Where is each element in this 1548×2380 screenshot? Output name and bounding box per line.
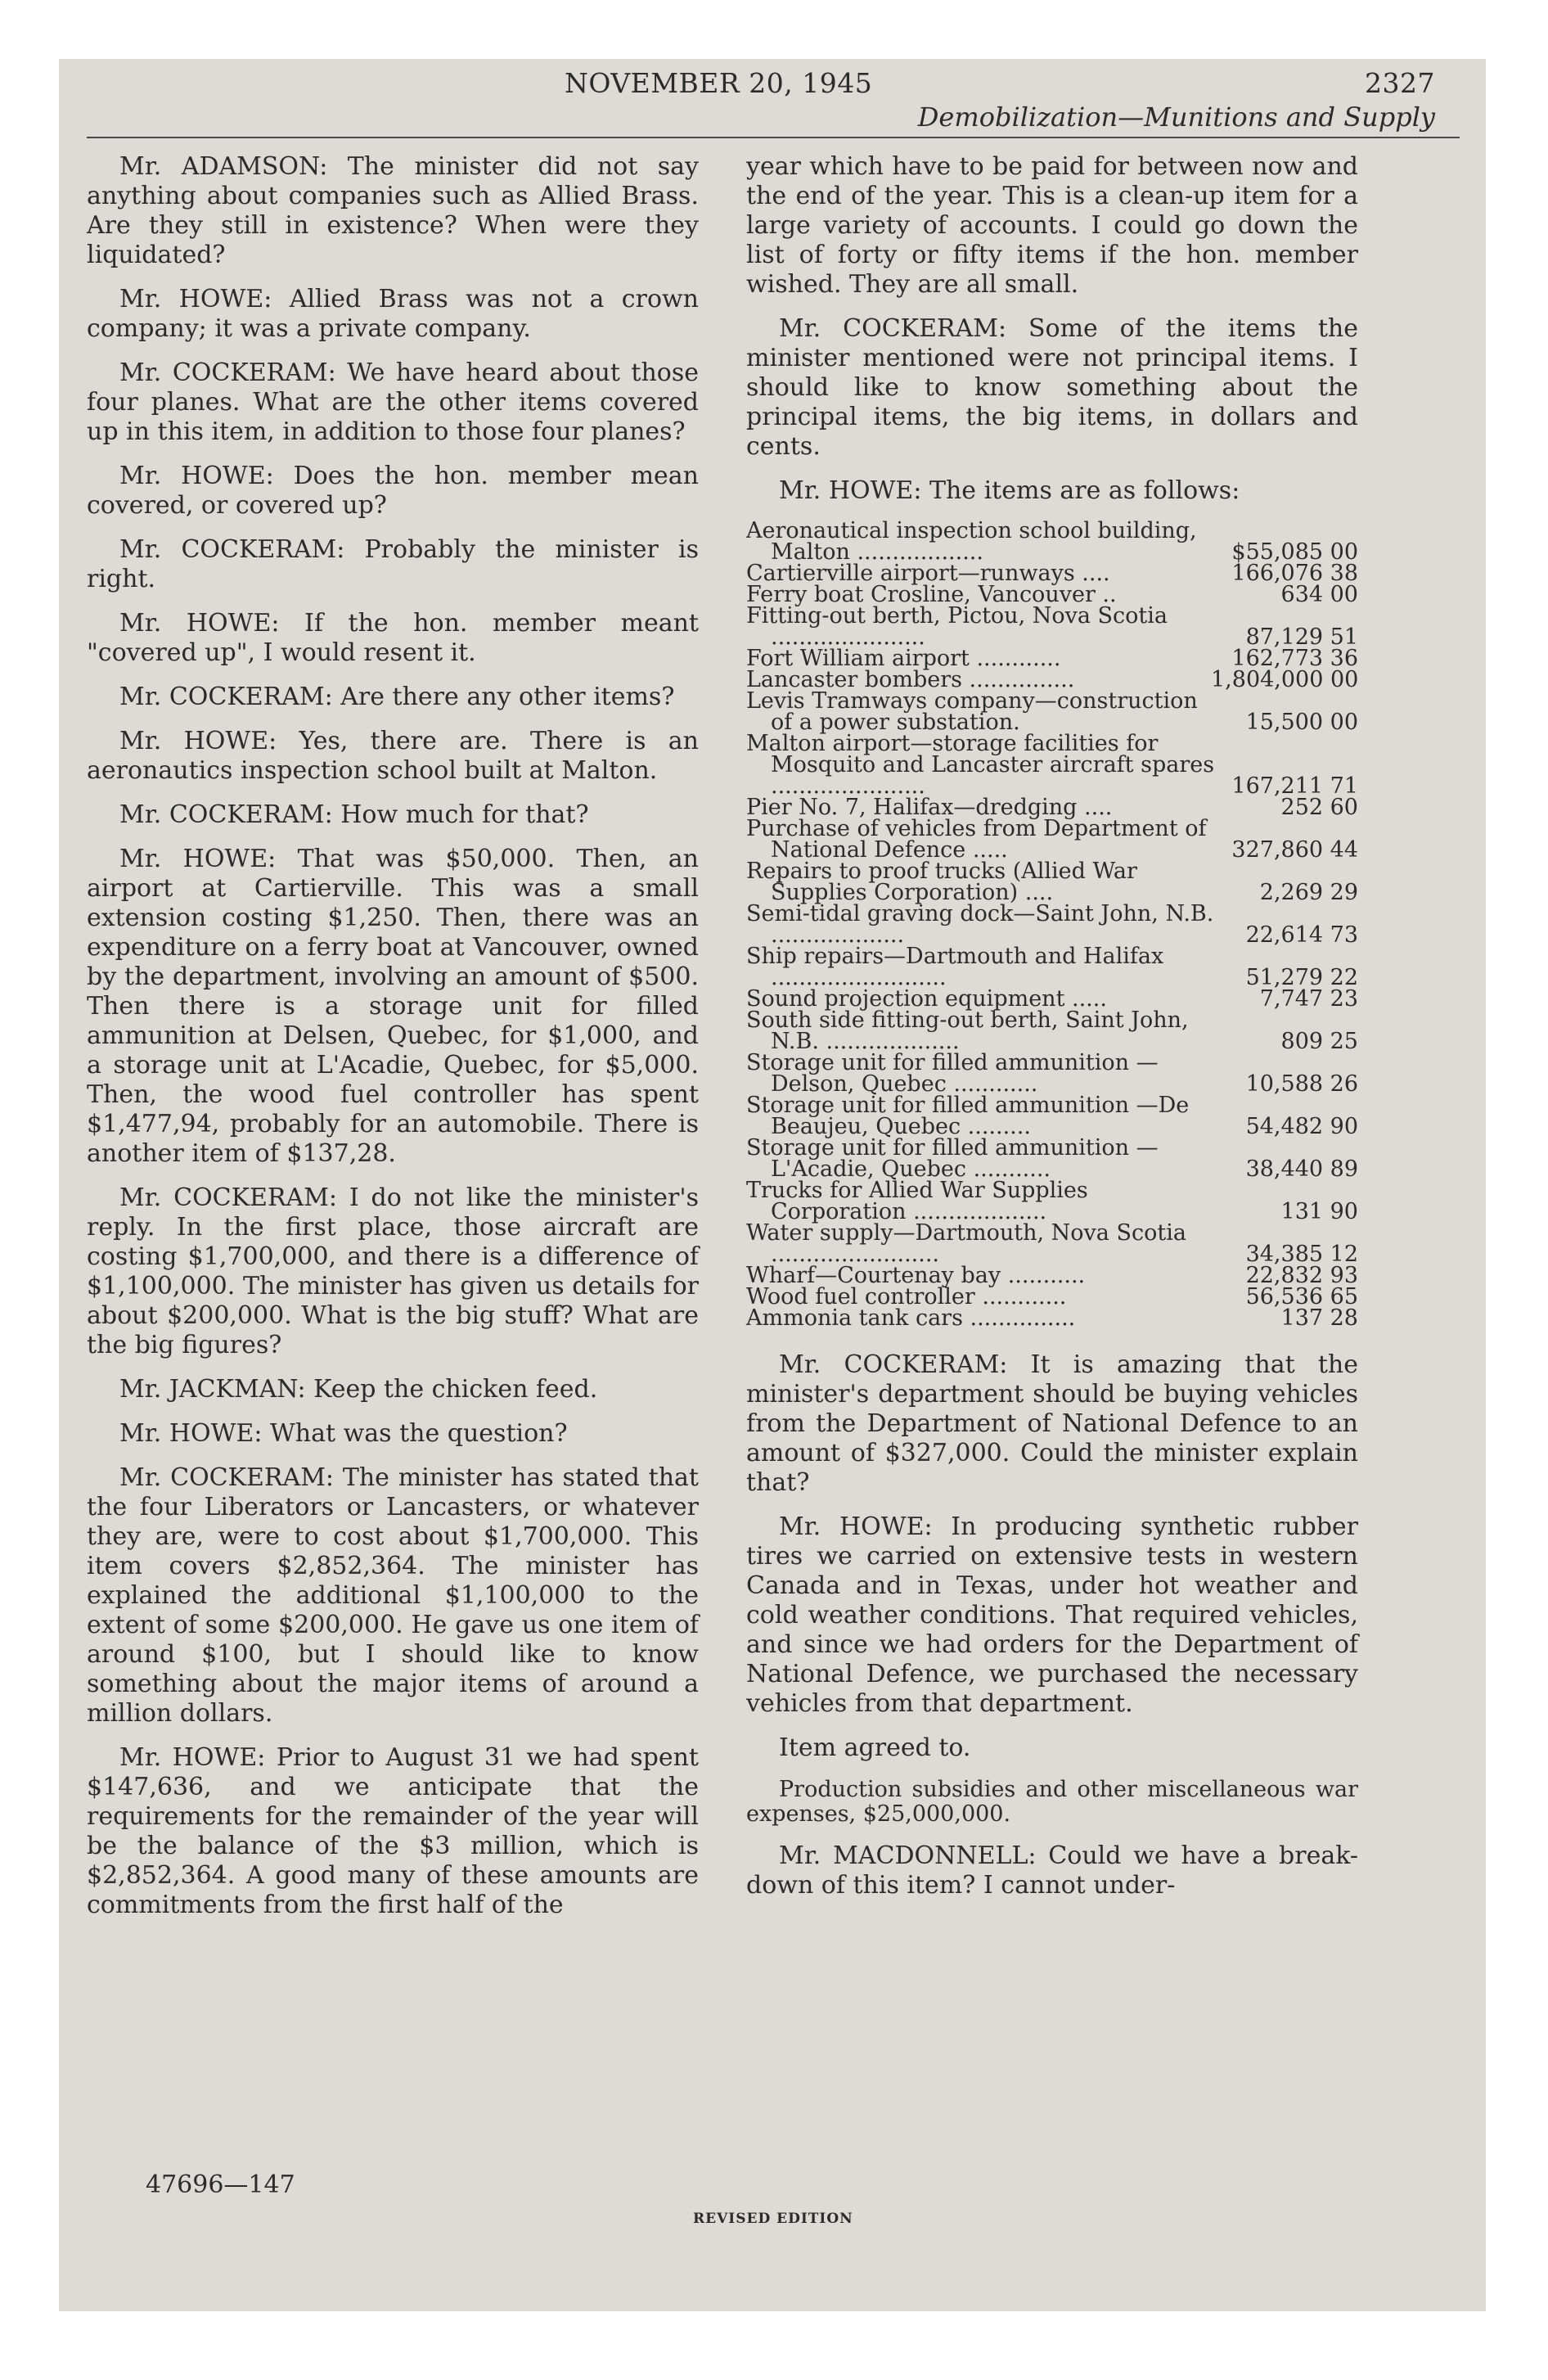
item-amount: 131 90	[1280, 1199, 1358, 1224]
table-row	[746, 1220, 1358, 1267]
table-row	[746, 946, 1358, 989]
table-row	[746, 733, 1358, 797]
item-amount: 54,482 90	[1245, 1114, 1358, 1139]
item-amount: 10,588 26	[1245, 1071, 1358, 1097]
paragraph: Mr. HOWE: If the hon. member meant "covered up", I would resent it.	[87, 609, 699, 667]
item-amount: 167,211 71	[1231, 773, 1358, 799]
table-row	[746, 1007, 1358, 1054]
table-row	[746, 688, 1358, 735]
item-description: Lancaster bombers ...............	[746, 667, 1075, 692]
paragraph: Mr. COCKERAM: The minister has stated that the four Liberators or Lancasters, or whatever they are, were to cost about $1,700,000. This item covers $2,852,364. The minister has explained the additional $1,100,000 to the extent of some $200,000. He gave us one item of around $100, but I should like to know something about the major items of around a million dollars.	[87, 1463, 699, 1728]
item-description: Repairs to proof trucks (Allied War Supplies Corporation) ....	[746, 859, 1137, 905]
item-description: South side fitting-out berth, Saint John, N.B. ...................	[746, 1007, 1189, 1054]
items-table	[746, 518, 1359, 1331]
table-row	[746, 1135, 1358, 1182]
paragraph: Mr. HOWE: Allied Brass was not a crown company; it was a private company.	[87, 285, 699, 343]
item-amount: 327,860 44	[1231, 837, 1358, 863]
table-row	[746, 1050, 1358, 1097]
item-amount: 22,832 93	[1245, 1263, 1358, 1288]
paragraph: Mr. HOWE: Does the hon. member mean covered, or covered up?	[87, 462, 699, 520]
paragraph: Mr. COCKERAM: Are there any other items?	[119, 683, 675, 711]
item-description: Storage unit for filled ammunition —L'Acadie, Quebec ...........	[746, 1135, 1159, 1182]
item-description: Storage unit for filled ammunition —De Beaujeu, Quebec .........	[746, 1093, 1190, 1139]
item-description: Ferry boat Crosline, Vancouver ..	[746, 582, 1117, 607]
item-amount: 2,269 29	[1259, 880, 1358, 905]
item-amount: 7,747 23	[1259, 986, 1358, 1012]
table-row	[746, 901, 1358, 948]
item-description: Sound projection equipment .....	[746, 986, 1107, 1012]
vote-item: Production subsidies and other miscellaneous war expenses, $25,000,000.	[746, 1777, 1358, 1827]
item-description: Pier No. 7, Halifax—dredging ....	[746, 795, 1113, 820]
paragraph: Mr. ADAMSON: The minister did not say anything about companies such as Allied Brass. Are they still in existence? When were they liquidated?	[87, 152, 699, 269]
item-description: Wharf—Courtenay bay ...........	[746, 1263, 1086, 1288]
item-amount: 87,129 51	[1245, 624, 1358, 650]
table-row	[746, 1305, 1358, 1331]
item-amount: 51,279 22	[1245, 965, 1358, 990]
print-number: 47696—147	[146, 2170, 295, 2199]
paragraph: Mr. COCKERAM: We have heard about those four planes. What are the other items covered up in this item, in addition to those four planes?	[87, 358, 699, 446]
paragraph: Mr. HOWE: Yes, there are. There is an aeronautics inspection school built at Malton.	[87, 727, 699, 785]
table-row	[746, 1180, 1358, 1223]
item-amount: 22,614 73	[1245, 922, 1358, 948]
paragraph: Mr. COCKERAM: I do not like the minister's reply. In the first place, those aircraft are costing $1,700,000, and there is a difference of $1,100,000. The minister has given us details for about $200,000. What is the big stuff? What are the big figures?	[87, 1183, 699, 1359]
item-description: Storage unit for filled ammunition —Delson, Quebec ............	[746, 1050, 1159, 1097]
item-description: Wood fuel controller ............	[746, 1284, 1067, 1309]
item-amount: 34,385 12	[1245, 1242, 1358, 1267]
item-description: Ship repairs—Dartmouth and Halifax .........................	[746, 944, 1164, 990]
table-row	[746, 818, 1358, 861]
table-row	[746, 1095, 1358, 1138]
table-row	[746, 518, 1358, 565]
item-description: Cartierville airport—runways ....	[746, 561, 1110, 586]
item-amount: 252 60	[1280, 795, 1358, 820]
paragraph: Mr. HOWE: Prior to August 31 we had spent $147,636, and we anticipate that the requirements for the remainder of the year will be the balance of the $3 million, which is $2,852,364. A good many of these amounts are commitments from the first half of the	[87, 1743, 699, 1919]
paragraph: Mr. HOWE: The items are as follows:	[779, 476, 1240, 505]
item-description: Trucks for Allied War Supplies Corporation ...................	[746, 1178, 1088, 1224]
item-amount: 1,804,000 00	[1211, 667, 1359, 692]
item-description: Water supply—Dartmouth, Nova Scotia ........................	[746, 1220, 1186, 1267]
item-description: Levis Tramways company—construction of a power substation.	[746, 688, 1198, 735]
item-amount: 162,773 36	[1231, 646, 1358, 671]
table-row	[746, 861, 1358, 904]
paragraph: Mr. COCKERAM: How much for that?	[119, 800, 589, 829]
item-amount: 634 00	[1280, 582, 1358, 607]
paragraph: Mr. HOWE: In producing synthetic rubber tires we carried on extensive tests in western Canada and in Texas, under hot weather and cold weather conditions. That required vehicles, and since we had orders for the Department of National Defence, we purchased the necessary vehicles from that department.	[746, 1512, 1358, 1718]
item-amount: 809 25	[1280, 1029, 1358, 1054]
left-column	[87, 152, 699, 1935]
paragraph: Mr. HOWE: What was the question?	[119, 1419, 568, 1448]
item-description: Fitting-out berth, Pictou, Nova Scotia ......................	[746, 603, 1168, 650]
paragraph: Mr. COCKERAM: It is amazing that the minister's department should be buying vehicles from the Department of National Defence to an amount of $327,000. Could the minister explain that?	[746, 1350, 1358, 1497]
item-description: Aeronautical inspection school building, Malton ..................	[746, 518, 1197, 565]
item-amount: 56,536 65	[1245, 1284, 1358, 1309]
item-agreed: Item agreed to.	[779, 1733, 971, 1762]
item-description: Ammonia tank cars ...............	[746, 1305, 1076, 1331]
item-description: Purchase of vehicles from Department of National Defence .....	[746, 816, 1207, 863]
revised-edition-mark: REVISED EDITION	[693, 2211, 853, 2227]
item-description: Semi-tidal graving dock—Saint John, N.B. ...................	[746, 901, 1214, 948]
item-amount: 137 28	[1280, 1305, 1358, 1331]
paragraph: Mr. COCKERAM: Probably the minister is right.	[87, 535, 699, 593]
right-column	[746, 152, 1358, 1915]
item-amount: $55,085 00	[1231, 539, 1358, 565]
page-number: 2327	[1365, 67, 1435, 99]
table-row	[746, 603, 1358, 650]
paragraph: year which have to be paid for between now and the end of the year. This is a clean-up item for a large variety of accounts. I could go down the list of forty or fifty items if the hon. member wished. They are all small.	[746, 152, 1358, 299]
paragraph: Mr. HOWE: That was $50,000. Then, an airport at Cartierville. This was a small extension costing $1,250. Then, there was an expenditure on a ferry boat at Vancouver, owned by the department, involving an amount of $500. Then there is a storage unit for filled ammunition at Delsen, Quebec, for $1,000, and a storage unit at L'Acadie, Quebec, for $5,000. Then, the wood fuel controller has spent $1,477,94, probably for an automobile. There is another item of $137,28.	[87, 845, 699, 1168]
item-amount: 15,500 00	[1245, 710, 1358, 735]
header-date: NOVEMBER 20, 1945	[565, 67, 873, 99]
item-amount: 166,076 38	[1231, 561, 1358, 586]
paragraph: Mr. COCKERAM: Some of the items the minister mentioned were not principal items. I should like to know something about the principal items, the big items, in dollars and cents.	[746, 314, 1358, 461]
item-description: Malton airport—storage facilities for Mosquito and Lancaster aircraft spares ......................	[746, 731, 1215, 799]
paragraph: Mr. MACDONNELL: Could we have a break-down of this item? I cannot under-	[746, 1841, 1358, 1900]
running-header	[565, 67, 1435, 99]
section-title: Demobilization—Munitions and Supply	[917, 101, 1435, 133]
item-description: Fort William airport ............	[746, 646, 1061, 671]
item-amount: 38,440 89	[1245, 1156, 1358, 1182]
paragraph: Mr. JACKMAN: Keep the chicken feed.	[119, 1375, 598, 1404]
header-rule	[87, 137, 1460, 138]
